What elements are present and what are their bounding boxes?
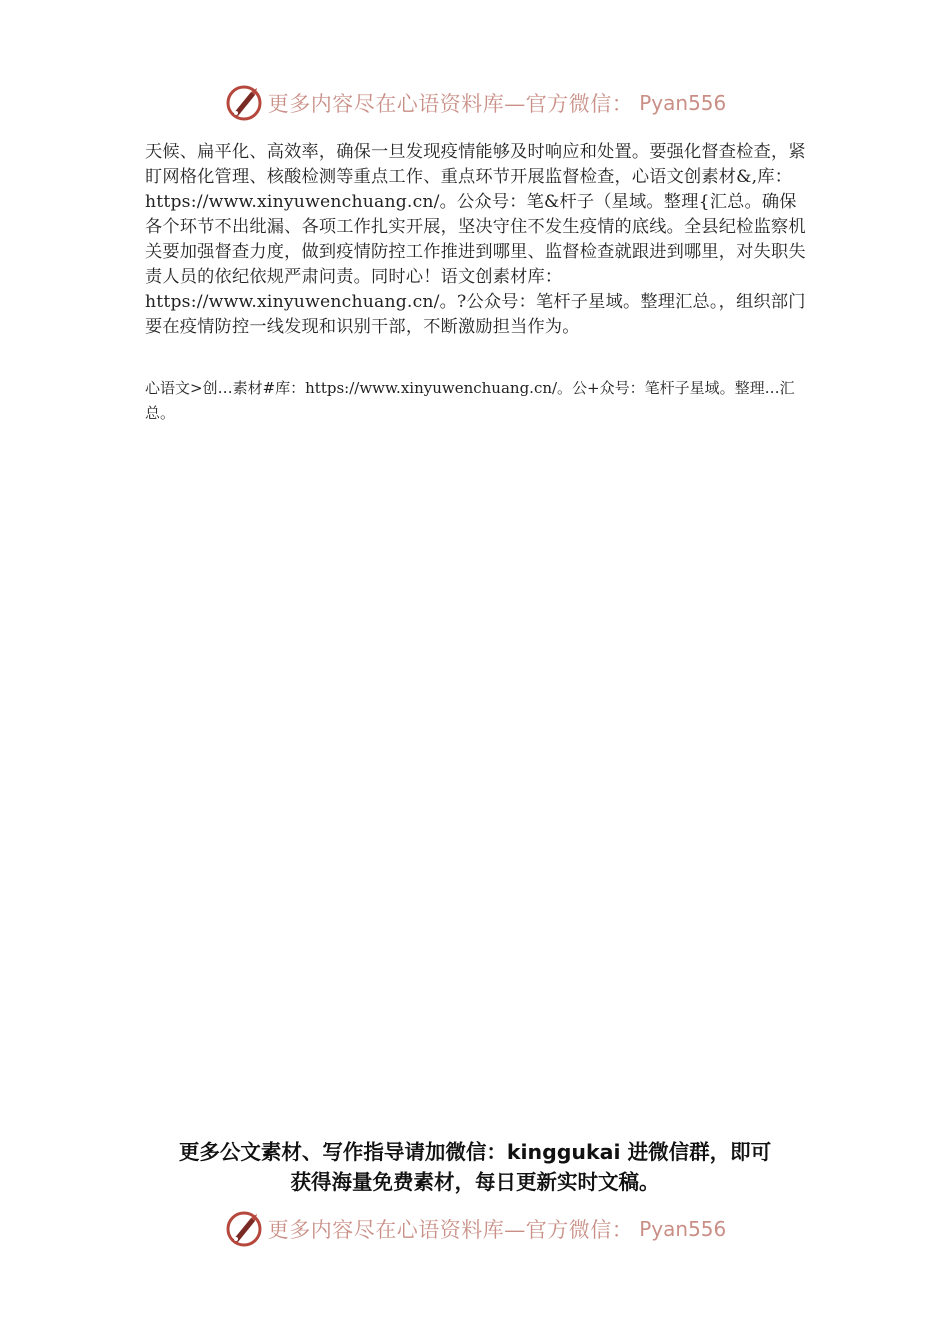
promo-line-2: 获得海量免费素材，每日更新实时文稿。	[290, 1170, 660, 1194]
body-paragraph: 天候、扁平化、高效率，确保一旦发现疫情能够及时响应和处置。要强化督查检查，紧盯网格化管理、核酸检测等重点工作、重点环节开展监督检查，心语文创素材&,库：https://www.xinyuwenchuang.cn/。公众号：笔&杆子（星域。整理{汇总。确保各个环节不出纰漏、各项工作扎实开展，坚决守住不发生疫情的底线。全县纪检监察机关要加强督查力度，做到疫情防控工作推进到哪里、监督检查就跟进到哪里，对失职失责人员的依纪依规严肃问责。同时心！语文创素材库：https://www.xinyuwenchuang.cn/。?公众号：笔杆子星域。整理汇总。，组织部门要在疫情防控一线发现和识别干部，不断激励担当作为。	[145, 142, 806, 337]
quill-pen-circle-icon	[224, 83, 264, 123]
footer-banner	[0, 1206, 950, 1252]
quill-pen-circle-icon	[224, 1209, 264, 1249]
header-banner	[0, 80, 950, 126]
source-footnote: 心语文>创…素材#库：https://www.xinyuwenchuang.cn/。公+众号：笔杆子星域。整理…汇总。	[145, 379, 795, 422]
footer-banner-account: Pyan556	[639, 1217, 727, 1241]
promo-line-1: 更多公文素材、写作指导请加微信：kinggukai 进微信群，即可	[178, 1140, 772, 1164]
promo-notice	[120, 1137, 830, 1197]
footer-banner-text: 更多内容尽在心语资料库—官方微信：	[267, 1218, 634, 1242]
header-banner-text: 更多内容尽在心语资料库—官方微信：	[267, 92, 634, 116]
header-banner-account: Pyan556	[639, 91, 727, 115]
